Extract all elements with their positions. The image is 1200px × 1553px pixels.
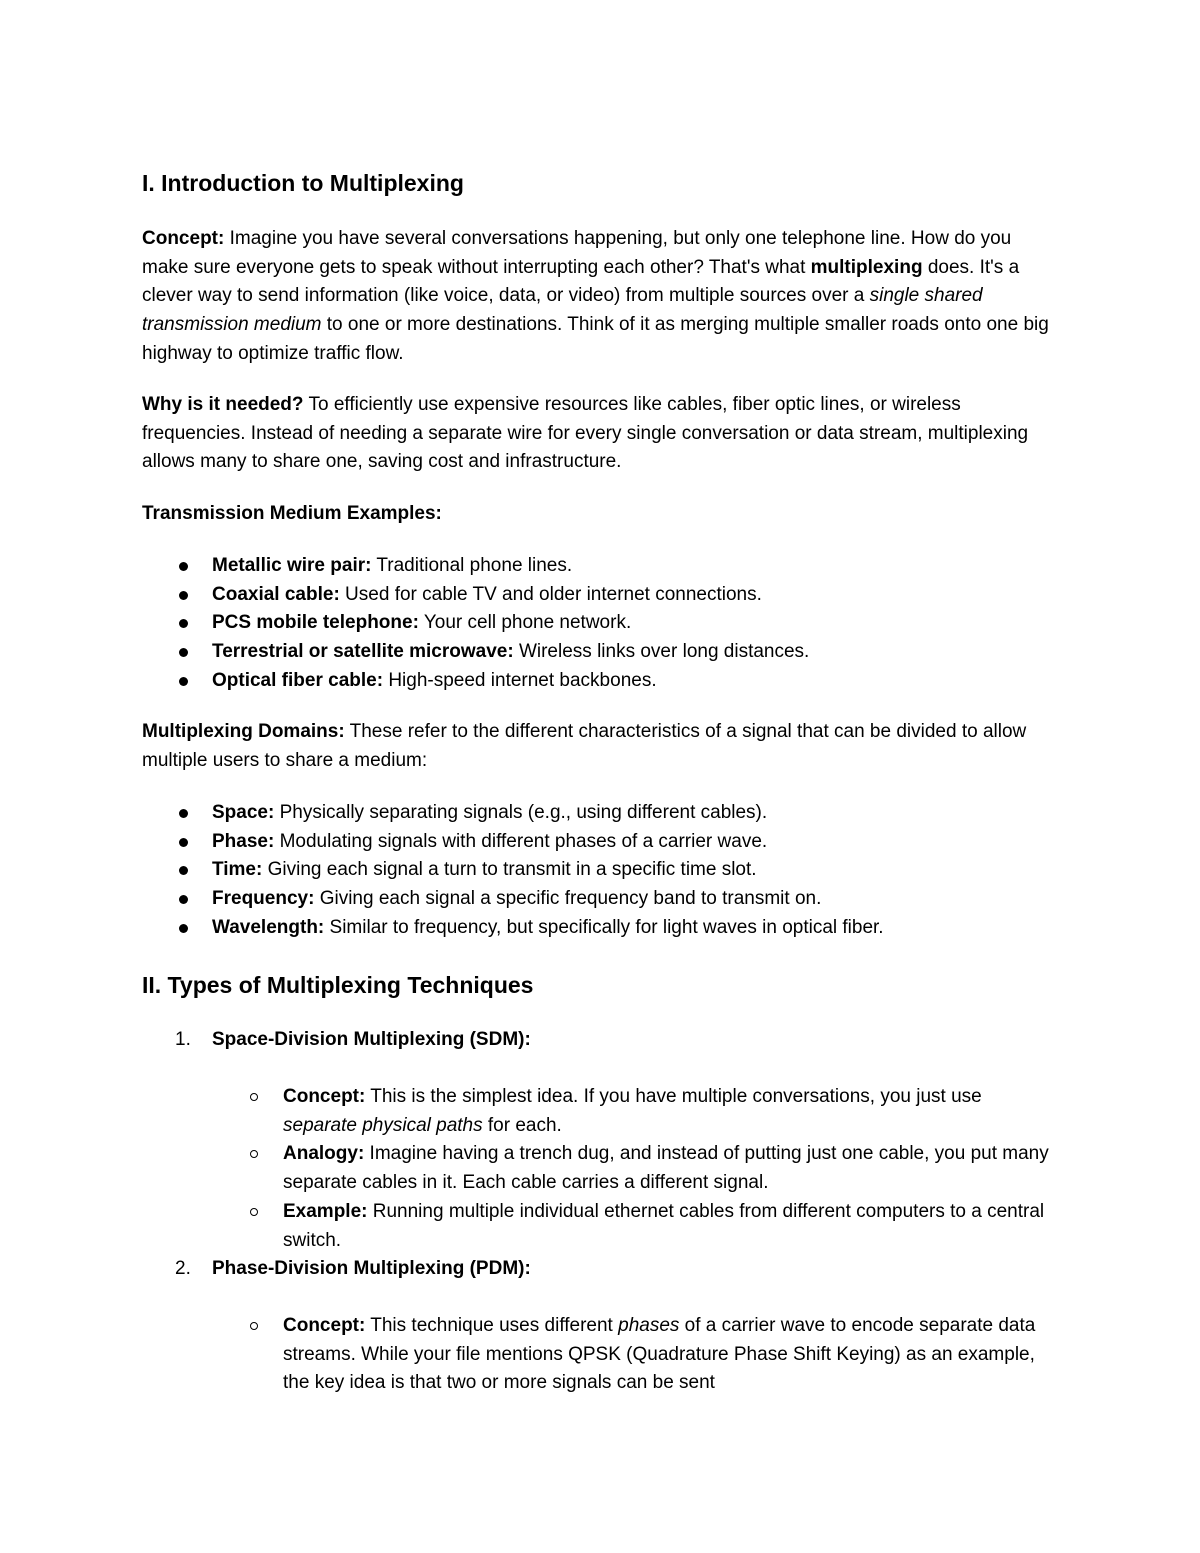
list-item: Time: Giving each signal a turn to transmit in a specific time slot. <box>142 856 1062 885</box>
list-item: Wavelength: Similar to frequency, but specifically for light waves in optical fiber. <box>142 914 1062 943</box>
circle-bullet-icon <box>250 1150 258 1158</box>
bullet-icon <box>179 809 188 818</box>
media-list <box>142 552 1062 696</box>
bullet-icon <box>179 648 188 657</box>
bullet-icon <box>179 677 188 686</box>
list-item: Concept: This technique uses different phases of a carrier wave to encode separate data streams. While your file mentions QPSK (Quadrature Phase Shift Keying) as an example, the key idea is that two or more signals can be sent <box>142 1312 1058 1398</box>
list-number: 1. <box>175 1029 191 1050</box>
why-label: Why is it needed? <box>142 394 304 415</box>
list-item: Example: Running multiple individual ethernet cables from different computers to a central switch. <box>142 1198 1058 1255</box>
why-paragraph <box>142 391 1062 477</box>
concept-text-1: Imagine you have several conversations happening, but only one telephone line. How do you make sure everyone gets to speak without interrupting each other? That's what <box>142 228 1012 278</box>
pdm-title: Phase-Division Multiplexing (PDM): <box>212 1258 531 1279</box>
bullet-icon <box>179 924 188 933</box>
section-1-heading: I. Introduction to Multiplexing <box>142 170 464 196</box>
bullet-icon <box>179 619 188 628</box>
pdm-sublist <box>142 1312 1062 1398</box>
bullet-icon <box>179 562 188 571</box>
concept-paragraph <box>142 225 1062 369</box>
list-item: Analogy: Imagine having a trench dug, and instead of putting just one cable, you put many separate cables in it. Each cable carries a different signal. <box>142 1140 1058 1197</box>
list-item: Coaxial cable: Used for cable TV and older internet connections. <box>142 581 1062 610</box>
list-item: Metallic wire pair: Traditional phone lines. <box>142 552 1062 581</box>
domains-paragraph <box>142 718 1062 775</box>
domains-list <box>142 799 1062 943</box>
list-item: Optical fiber cable: High-speed internet backbones. <box>142 667 1062 696</box>
list-item: Terrestrial or satellite microwave: Wireless links over long distances. <box>142 638 1062 667</box>
bullet-icon <box>179 895 188 904</box>
domains-text: These refer to the different characteristics of a signal that can be divided to allow multiple users to share a medium: <box>142 721 1027 771</box>
list-item: PCS mobile telephone: Your cell phone network. <box>142 609 1062 638</box>
media-heading: Transmission Medium Examples: <box>142 503 442 524</box>
bullet-icon <box>179 591 188 600</box>
sdm-sublist <box>142 1083 1062 1255</box>
list-item: Phase: Modulating signals with different phases of a carrier wave. <box>142 828 1062 857</box>
bullet-icon <box>179 838 188 847</box>
list-item: Frequency: Giving each signal a specific frequency band to transmit on. <box>142 885 1062 914</box>
list-item: Space: Physically separating signals (e.g., using different cables). <box>142 799 1062 828</box>
multiplexing-term: multiplexing <box>810 256 923 278</box>
circle-bullet-icon <box>250 1093 258 1101</box>
why-text: To efficiently use expensive resources like cables, fiber optic lines, or wireless frequencies. Instead of needing a separate wire for every single conversation or data stream, multiplexing allows many to share one, saving cost and infrastructure. <box>142 394 1029 473</box>
section-2-heading: II. Types of Multiplexing Techniques <box>142 972 534 998</box>
circle-bullet-icon <box>250 1208 258 1216</box>
shared-medium-term: single shared transmission medium <box>142 285 983 336</box>
domains-label: Multiplexing Domains: <box>142 721 345 742</box>
concept-text-2: does. It's a clever way to send information (like voice, data, or video) from multiple sources over a <box>142 256 1020 307</box>
sdm-title: Space-Division Multiplexing (SDM): <box>212 1029 531 1050</box>
concept-text-3: to one or more destinations. Think of it as merging multiple smaller roads onto one big highway to optimize traffic flow. <box>142 314 1049 364</box>
concept-label: Concept: <box>142 228 225 249</box>
bullet-icon <box>179 866 188 875</box>
list-item: Concept: This is the simplest idea. If you have multiple conversations, you just use separate physical paths for each. <box>142 1083 1058 1140</box>
circle-bullet-icon <box>250 1322 258 1330</box>
list-number: 2. <box>175 1258 191 1279</box>
